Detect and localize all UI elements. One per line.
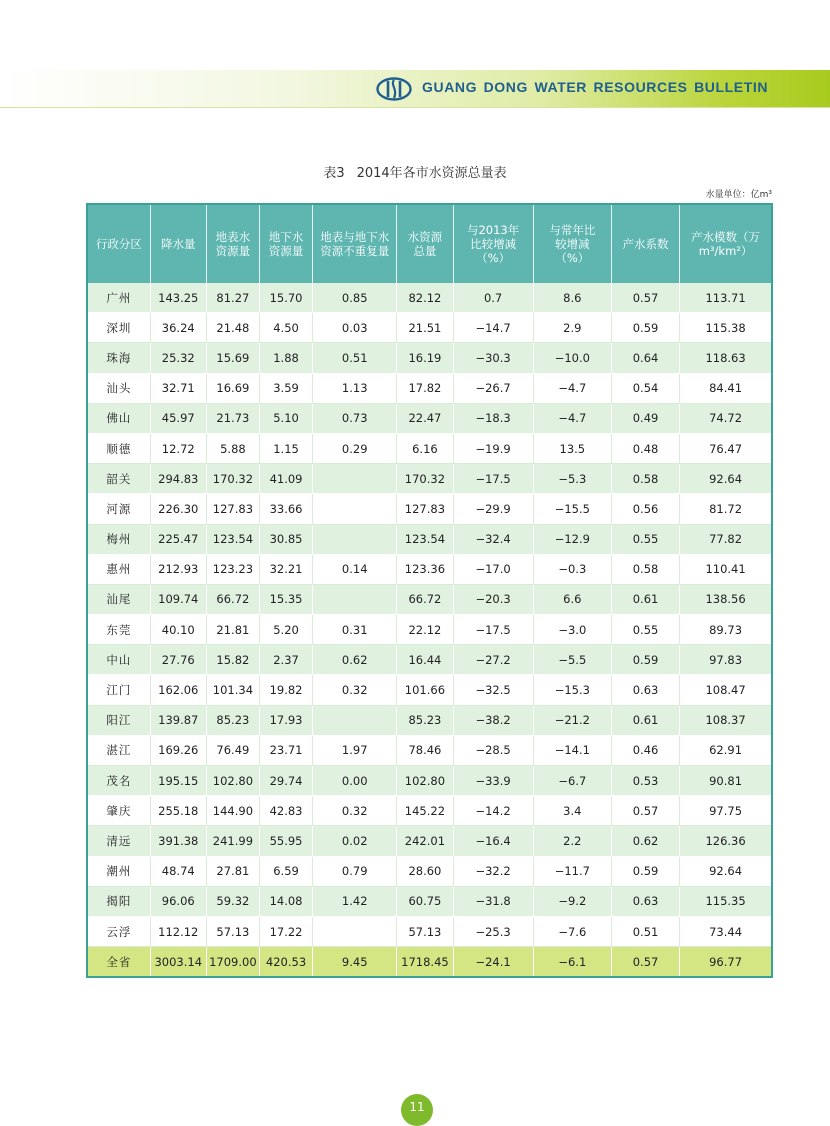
- value-cell: 102.80: [397, 766, 453, 796]
- value-cell: 0.51: [313, 343, 397, 373]
- value-cell: 0.57: [611, 283, 679, 313]
- guangdong-water-logo-icon: [376, 77, 412, 101]
- value-cell: 391.38: [150, 826, 206, 856]
- value-cell: [313, 916, 397, 946]
- value-cell: 15.35: [259, 584, 312, 614]
- value-cell: 126.36: [680, 826, 772, 856]
- value-cell: 59.32: [206, 886, 259, 916]
- value-cell: 115.38: [680, 313, 772, 343]
- value-cell: 22.47: [397, 403, 453, 433]
- value-cell: 17.93: [259, 705, 312, 735]
- value-cell: −16.4: [453, 826, 533, 856]
- value-cell: 90.81: [680, 766, 772, 796]
- value-cell: 101.66: [397, 675, 453, 705]
- value-cell: 108.37: [680, 705, 772, 735]
- table-row: [87, 916, 772, 946]
- table-row: [87, 826, 772, 856]
- value-cell: 14.08: [259, 886, 312, 916]
- value-cell: 21.73: [206, 403, 259, 433]
- header-divider: [0, 107, 830, 108]
- region-cell: 珠海: [87, 343, 150, 373]
- value-cell: 5.20: [259, 615, 312, 645]
- table-row: [87, 675, 772, 705]
- value-cell: 241.99: [206, 826, 259, 856]
- table-header-row: [87, 204, 772, 283]
- value-cell: 96.06: [150, 886, 206, 916]
- value-cell: 123.36: [397, 554, 453, 584]
- value-cell: 0.73: [313, 403, 397, 433]
- value-cell: 92.64: [680, 464, 772, 494]
- value-cell: 139.87: [150, 705, 206, 735]
- value-cell: 73.44: [680, 916, 772, 946]
- region-cell: 清远: [87, 826, 150, 856]
- value-cell: 89.73: [680, 615, 772, 645]
- value-cell: 48.74: [150, 856, 206, 886]
- value-cell: 1.13: [313, 373, 397, 403]
- table-row: [87, 494, 772, 524]
- value-cell: 0.57: [611, 947, 679, 978]
- value-cell: −32.4: [453, 524, 533, 554]
- value-cell: 28.60: [397, 856, 453, 886]
- value-cell: 0.59: [611, 856, 679, 886]
- value-cell: 0.53: [611, 766, 679, 796]
- value-cell: 145.22: [397, 796, 453, 826]
- column-header: 水资源总量: [397, 204, 453, 283]
- value-cell: −15.5: [533, 494, 611, 524]
- value-cell: 92.64: [680, 856, 772, 886]
- value-cell: 0.49: [611, 403, 679, 433]
- column-header: 与常年比较增减（%）: [533, 204, 611, 283]
- value-cell: −28.5: [453, 735, 533, 765]
- column-header: 地表与地下水资源不重复量: [313, 204, 397, 283]
- value-cell: 21.48: [206, 313, 259, 343]
- value-cell: 110.41: [680, 554, 772, 584]
- value-cell: −18.3: [453, 403, 533, 433]
- value-cell: −26.7: [453, 373, 533, 403]
- value-cell: 138.56: [680, 584, 772, 614]
- region-cell: 湛江: [87, 735, 150, 765]
- value-cell: 16.69: [206, 373, 259, 403]
- value-cell: −21.2: [533, 705, 611, 735]
- value-cell: 41.09: [259, 464, 312, 494]
- value-cell: 1.42: [313, 886, 397, 916]
- value-cell: −32.5: [453, 675, 533, 705]
- value-cell: 3.4: [533, 796, 611, 826]
- value-cell: 84.41: [680, 373, 772, 403]
- value-cell: 127.83: [206, 494, 259, 524]
- value-cell: −30.3: [453, 343, 533, 373]
- value-cell: 144.90: [206, 796, 259, 826]
- value-cell: 74.72: [680, 403, 772, 433]
- value-cell: 6.16: [397, 433, 453, 463]
- value-cell: 27.76: [150, 645, 206, 675]
- value-cell: 0.32: [313, 796, 397, 826]
- region-cell: 潮州: [87, 856, 150, 886]
- table-row: [87, 886, 772, 916]
- table-row: [87, 705, 772, 735]
- value-cell: −32.2: [453, 856, 533, 886]
- value-cell: 101.34: [206, 675, 259, 705]
- region-cell: 广州: [87, 283, 150, 313]
- value-cell: 0.58: [611, 554, 679, 584]
- value-cell: 60.75: [397, 886, 453, 916]
- value-cell: 62.91: [680, 735, 772, 765]
- value-cell: 115.35: [680, 886, 772, 916]
- table-row: [87, 403, 772, 433]
- value-cell: 36.24: [150, 313, 206, 343]
- value-cell: 109.74: [150, 584, 206, 614]
- value-cell: 102.80: [206, 766, 259, 796]
- value-cell: 170.32: [397, 464, 453, 494]
- region-cell: 江门: [87, 675, 150, 705]
- value-cell: 0.61: [611, 705, 679, 735]
- value-cell: 1718.45: [397, 947, 453, 978]
- value-cell: 0.64: [611, 343, 679, 373]
- region-cell: 河源: [87, 494, 150, 524]
- value-cell: −33.9: [453, 766, 533, 796]
- value-cell: 5.88: [206, 433, 259, 463]
- value-cell: 0.46: [611, 735, 679, 765]
- value-cell: −10.0: [533, 343, 611, 373]
- value-cell: 169.26: [150, 735, 206, 765]
- table-row: [87, 856, 772, 886]
- value-cell: 76.47: [680, 433, 772, 463]
- value-cell: −20.3: [453, 584, 533, 614]
- value-cell: 123.54: [397, 524, 453, 554]
- value-cell: 55.95: [259, 826, 312, 856]
- value-cell: 0.48: [611, 433, 679, 463]
- value-cell: −4.7: [533, 403, 611, 433]
- value-cell: −14.1: [533, 735, 611, 765]
- value-cell: 2.2: [533, 826, 611, 856]
- value-cell: 6.6: [533, 584, 611, 614]
- value-cell: −24.1: [453, 947, 533, 978]
- table-row: [87, 615, 772, 645]
- value-cell: [313, 705, 397, 735]
- region-cell: 揭阳: [87, 886, 150, 916]
- value-cell: 21.51: [397, 313, 453, 343]
- value-cell: 30.85: [259, 524, 312, 554]
- value-cell: −29.9: [453, 494, 533, 524]
- column-header: 与2013年比较增减（%）: [453, 204, 533, 283]
- value-cell: −9.2: [533, 886, 611, 916]
- value-cell: 162.06: [150, 675, 206, 705]
- table-row: [87, 766, 772, 796]
- value-cell: 97.75: [680, 796, 772, 826]
- value-cell: 82.12: [397, 283, 453, 313]
- value-cell: 255.18: [150, 796, 206, 826]
- region-cell: 中山: [87, 645, 150, 675]
- value-cell: 22.12: [397, 615, 453, 645]
- value-cell: 112.12: [150, 916, 206, 946]
- value-cell: 57.13: [206, 916, 259, 946]
- water-resources-table: [86, 203, 773, 978]
- value-cell: 225.47: [150, 524, 206, 554]
- value-cell: 3003.14: [150, 947, 206, 978]
- region-cell: 东莞: [87, 615, 150, 645]
- table-row: [87, 524, 772, 554]
- value-cell: 12.72: [150, 433, 206, 463]
- value-cell: 242.01: [397, 826, 453, 856]
- value-cell: −6.7: [533, 766, 611, 796]
- column-header: 地表水资源量: [206, 204, 259, 283]
- value-cell: 85.23: [397, 705, 453, 735]
- value-cell: 9.45: [313, 947, 397, 978]
- bulletin-title: GUANG DONG WATER RESOURCES BULLETIN: [422, 79, 769, 95]
- region-cell: 韶关: [87, 464, 150, 494]
- value-cell: 1.88: [259, 343, 312, 373]
- region-cell: 佛山: [87, 403, 150, 433]
- region-cell: 茂名: [87, 766, 150, 796]
- value-cell: −6.1: [533, 947, 611, 978]
- value-cell: −7.6: [533, 916, 611, 946]
- value-cell: 420.53: [259, 947, 312, 978]
- table-row: [87, 343, 772, 373]
- value-cell: 0.63: [611, 675, 679, 705]
- value-cell: 0.58: [611, 464, 679, 494]
- value-cell: 0.59: [611, 313, 679, 343]
- region-cell: 梅州: [87, 524, 150, 554]
- value-cell: 0.55: [611, 615, 679, 645]
- value-cell: 2.9: [533, 313, 611, 343]
- value-cell: 15.70: [259, 283, 312, 313]
- value-cell: −38.2: [453, 705, 533, 735]
- table-row: [87, 433, 772, 463]
- value-cell: −17.5: [453, 615, 533, 645]
- value-cell: 212.93: [150, 554, 206, 584]
- value-cell: 96.77: [680, 947, 772, 978]
- value-cell: 15.82: [206, 645, 259, 675]
- value-cell: 66.72: [206, 584, 259, 614]
- value-cell: 97.83: [680, 645, 772, 675]
- column-header: 产水系数: [611, 204, 679, 283]
- value-cell: 5.10: [259, 403, 312, 433]
- value-cell: 42.83: [259, 796, 312, 826]
- value-cell: −17.5: [453, 464, 533, 494]
- table-row: [87, 554, 772, 584]
- value-cell: 81.27: [206, 283, 259, 313]
- value-cell: [313, 464, 397, 494]
- value-cell: 0.61: [611, 584, 679, 614]
- value-cell: 6.59: [259, 856, 312, 886]
- table-row: [87, 735, 772, 765]
- value-cell: 57.13: [397, 916, 453, 946]
- region-cell: 汕尾: [87, 584, 150, 614]
- value-cell: 0.7: [453, 283, 533, 313]
- value-cell: −11.7: [533, 856, 611, 886]
- value-cell: −15.3: [533, 675, 611, 705]
- table-row: [87, 645, 772, 675]
- value-cell: 0.03: [313, 313, 397, 343]
- value-cell: 226.30: [150, 494, 206, 524]
- table-row: [87, 464, 772, 494]
- value-cell: 13.5: [533, 433, 611, 463]
- region-cell: 阳江: [87, 705, 150, 735]
- region-cell: 肇庆: [87, 796, 150, 826]
- table-title: [0, 162, 830, 181]
- column-header: 降水量: [150, 204, 206, 283]
- unit-label: 水量单位：亿m³: [705, 190, 772, 200]
- value-cell: 15.69: [206, 343, 259, 373]
- value-cell: 143.25: [150, 283, 206, 313]
- value-cell: 123.23: [206, 554, 259, 584]
- value-cell: 0.51: [611, 916, 679, 946]
- value-cell: 3.59: [259, 373, 312, 403]
- value-cell: 294.83: [150, 464, 206, 494]
- value-cell: −4.7: [533, 373, 611, 403]
- value-cell: 23.71: [259, 735, 312, 765]
- value-cell: 32.71: [150, 373, 206, 403]
- value-cell: −14.7: [453, 313, 533, 343]
- value-cell: 0.79: [313, 856, 397, 886]
- value-cell: −3.0: [533, 615, 611, 645]
- value-cell: 17.82: [397, 373, 453, 403]
- table-row: [87, 283, 772, 313]
- region-cell: 云浮: [87, 916, 150, 946]
- value-cell: −14.2: [453, 796, 533, 826]
- value-cell: 0.62: [313, 645, 397, 675]
- page-number-badge: 11: [401, 1094, 433, 1126]
- value-cell: 170.32: [206, 464, 259, 494]
- value-cell: −5.3: [533, 464, 611, 494]
- region-cell: 顺德: [87, 433, 150, 463]
- value-cell: 25.32: [150, 343, 206, 373]
- value-cell: 0.62: [611, 826, 679, 856]
- value-cell: 1.15: [259, 433, 312, 463]
- value-cell: 123.54: [206, 524, 259, 554]
- value-cell: 0.57: [611, 796, 679, 826]
- column-header: 产水模数（万m³/km²）: [680, 204, 772, 283]
- total-row: [87, 947, 772, 978]
- value-cell: 195.15: [150, 766, 206, 796]
- value-cell: −17.0: [453, 554, 533, 584]
- value-cell: 0.32: [313, 675, 397, 705]
- value-cell: 33.66: [259, 494, 312, 524]
- value-cell: 118.63: [680, 343, 772, 373]
- value-cell: [313, 524, 397, 554]
- value-cell: 81.72: [680, 494, 772, 524]
- value-cell: 76.49: [206, 735, 259, 765]
- table-row: [87, 584, 772, 614]
- value-cell: 17.22: [259, 916, 312, 946]
- value-cell: 21.81: [206, 615, 259, 645]
- value-cell: 29.74: [259, 766, 312, 796]
- table-body: [87, 283, 772, 977]
- value-cell: −0.3: [533, 554, 611, 584]
- value-cell: 0.63: [611, 886, 679, 916]
- region-cell: 深圳: [87, 313, 150, 343]
- value-cell: 85.23: [206, 705, 259, 735]
- value-cell: −31.8: [453, 886, 533, 916]
- value-cell: 1.97: [313, 735, 397, 765]
- value-cell: −25.3: [453, 916, 533, 946]
- value-cell: −19.9: [453, 433, 533, 463]
- value-cell: 108.47: [680, 675, 772, 705]
- table-title-text: 2014年各市水资源总量表: [356, 166, 507, 181]
- value-cell: 0.54: [611, 373, 679, 403]
- table-row: [87, 373, 772, 403]
- value-cell: 0.59: [611, 645, 679, 675]
- value-cell: −12.9: [533, 524, 611, 554]
- value-cell: 0.85: [313, 283, 397, 313]
- region-cell: 全省: [87, 947, 150, 978]
- value-cell: 0.00: [313, 766, 397, 796]
- value-cell: 0.55: [611, 524, 679, 554]
- value-cell: −5.5: [533, 645, 611, 675]
- region-cell: 汕头: [87, 373, 150, 403]
- value-cell: 16.19: [397, 343, 453, 373]
- value-cell: 45.97: [150, 403, 206, 433]
- value-cell: 40.10: [150, 615, 206, 645]
- value-cell: 77.82: [680, 524, 772, 554]
- value-cell: 2.37: [259, 645, 312, 675]
- column-header: 行政分区: [87, 204, 150, 283]
- value-cell: [313, 494, 397, 524]
- value-cell: 66.72: [397, 584, 453, 614]
- column-header: 地下水资源量: [259, 204, 312, 283]
- table-row: [87, 796, 772, 826]
- value-cell: 127.83: [397, 494, 453, 524]
- table-row: [87, 313, 772, 343]
- value-cell: 0.14: [313, 554, 397, 584]
- value-cell: 0.02: [313, 826, 397, 856]
- table-number: 表3: [323, 166, 345, 181]
- value-cell: 4.50: [259, 313, 312, 343]
- value-cell: 8.6: [533, 283, 611, 313]
- value-cell: 0.29: [313, 433, 397, 463]
- value-cell: 16.44: [397, 645, 453, 675]
- value-cell: 32.21: [259, 554, 312, 584]
- region-cell: 惠州: [87, 554, 150, 584]
- value-cell: 113.71: [680, 283, 772, 313]
- value-cell: 78.46: [397, 735, 453, 765]
- value-cell: 1709.00: [206, 947, 259, 978]
- value-cell: 0.31: [313, 615, 397, 645]
- value-cell: [313, 584, 397, 614]
- value-cell: 0.56: [611, 494, 679, 524]
- value-cell: 19.82: [259, 675, 312, 705]
- value-cell: 27.81: [206, 856, 259, 886]
- value-cell: −27.2: [453, 645, 533, 675]
